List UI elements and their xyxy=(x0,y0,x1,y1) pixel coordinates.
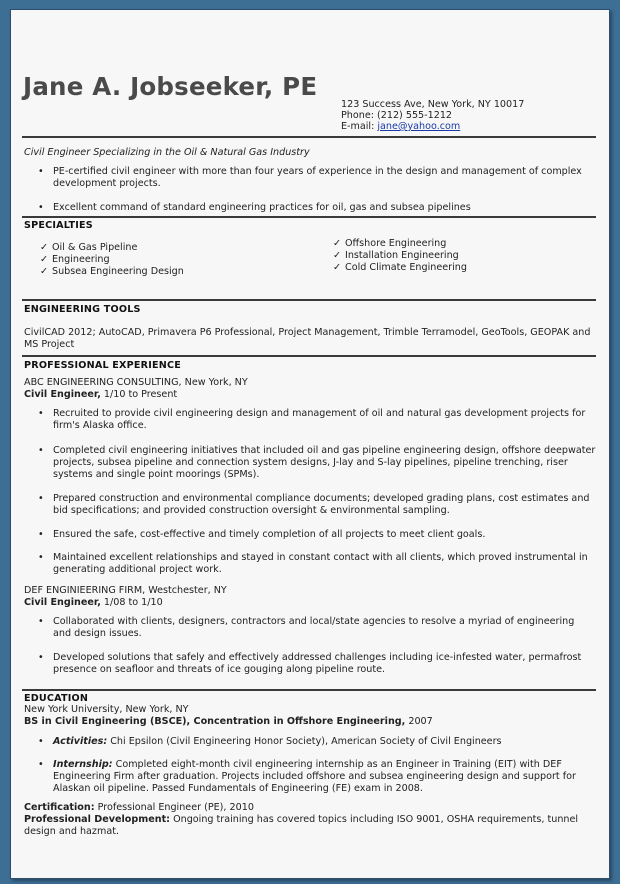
job-title-line xyxy=(24,389,177,401)
education-year: 2007 xyxy=(405,716,433,727)
specialty-item xyxy=(333,262,467,274)
job-dates: 1/10 to Present xyxy=(100,389,178,400)
bullet-text: Excellent command of standard engineering practices for oil, gas and subsea pipelines xyxy=(53,202,471,213)
job-bullet xyxy=(38,529,601,541)
bullet-line: Developed solutions that safely and effectively addressed challenges including ice-infested water, permafrost xyxy=(53,652,582,663)
certification-label: Certification: xyxy=(24,802,95,813)
education-degree: BS in Civil Engineering (BSCE), Concentration in Offshore Engineering, xyxy=(24,716,406,727)
contact-phone: Phone: (212) 555-1212 xyxy=(341,110,453,121)
bullet-icon: • xyxy=(38,202,44,213)
job-bullet xyxy=(38,652,601,676)
bullet-line: generating additional project work. xyxy=(53,564,222,576)
bullet-line: Ensured the safe, cost-effective and timely completion of all projects to meet client goals. xyxy=(53,529,486,540)
bullet-line: projects, subsea pipeline and connection system designs, J-lay and S-lay pipelines, pipeline trenching, riser xyxy=(53,457,568,469)
bullet-icon: • xyxy=(38,552,44,563)
bullet-line: Prepared construction and environmental compliance documents; developed grading plans, cost estimates and xyxy=(53,493,590,504)
development-line: design and hazmat. xyxy=(24,826,120,837)
bullet-icon: • xyxy=(38,736,44,747)
tools-heading: ENGINEERING TOOLS xyxy=(24,304,141,315)
internship-text: Completed eight-month civil engineering internship as an Engineer in Training (EIT) with DEF xyxy=(112,759,562,770)
specialty-item xyxy=(40,242,137,254)
divider xyxy=(22,216,596,218)
contact-email-line xyxy=(341,121,460,133)
job-title: Civil Engineer, xyxy=(24,389,101,400)
bullet-line: Recruited to provide civil engineering design and management of oil and natural gas development projects for xyxy=(53,408,586,419)
email-label: E-mail: xyxy=(341,121,378,132)
job-bullet xyxy=(38,552,601,576)
bullet-line: Collaborated with clients, designers, contractors and local/state agencies to resolve a myriad of engineering xyxy=(53,616,575,627)
bullet-icon: • xyxy=(38,529,44,540)
job-company: DEF ENGINIEERING FIRM, Westchester, NY xyxy=(24,585,227,596)
internship-label: Internship: xyxy=(53,759,113,770)
job-dates: 1/08 to 1/10 xyxy=(100,597,163,608)
bullet-line: systems and single point moorings (SPMs). xyxy=(53,469,260,481)
bullet-text: PE-certified civil engineer with more than four years of experience in the design and management of complex development projects. xyxy=(53,166,582,190)
candidate-name: Jane A. Jobseeker, PE xyxy=(23,72,318,101)
summary-headline: Civil Engineer Specializing in the Oil & Natural Gas Industry xyxy=(24,147,310,158)
check-icon: ✓ xyxy=(333,238,342,249)
check-icon: ✓ xyxy=(40,254,49,265)
internship-line: Alaskan oil pipeline. Passed Fundamentals of Engineering (FE) exam in 2008. xyxy=(53,783,423,795)
specialty-item xyxy=(333,250,459,262)
development-line xyxy=(24,814,578,826)
bullet-icon: • xyxy=(38,166,44,177)
specialty-item xyxy=(40,266,184,278)
check-icon: ✓ xyxy=(333,262,342,273)
internship-line xyxy=(53,759,601,771)
resume-document xyxy=(10,9,610,879)
education-school: New York University, New York, NY xyxy=(24,704,189,715)
divider xyxy=(22,136,596,138)
experience-heading: PROFESSIONAL EXPERIENCE xyxy=(24,360,181,371)
specialty-label: Installation Engineering xyxy=(345,250,459,261)
contact-address: 123 Success Ave, New York, NY 10017 xyxy=(341,99,525,110)
divider xyxy=(22,355,596,357)
education-bullet xyxy=(38,759,601,796)
bullet-line: Completed civil engineering initiatives that included oil and gas pipeline engineering design, offshore deepwater xyxy=(53,445,596,456)
bullet-icon: • xyxy=(38,616,44,627)
certification-line xyxy=(24,802,254,814)
specialty-label: Cold Climate Engineering xyxy=(345,262,467,273)
specialty-label: Engineering xyxy=(52,254,110,265)
specialty-item xyxy=(333,238,446,250)
specialty-item xyxy=(40,254,110,266)
activities-label: Activities: xyxy=(53,736,108,747)
education-heading: EDUCATION xyxy=(24,693,89,704)
tools-line: MS Project xyxy=(24,339,75,350)
specialties-heading: SPECIALTIES xyxy=(24,220,93,231)
bullet-line: Maintained excellent relationships and stayed in constant contact with all clients, which proved instrumental in xyxy=(53,552,588,563)
bullet-icon: • xyxy=(38,493,44,504)
job-title-line xyxy=(24,597,163,609)
divider xyxy=(22,299,596,301)
check-icon: ✓ xyxy=(333,250,342,261)
job-company: ABC ENGINEERING CONSULTING, New York, NY xyxy=(24,377,248,388)
bullet-icon: • xyxy=(38,652,44,663)
job-bullet xyxy=(38,445,601,482)
job-bullet xyxy=(38,616,601,640)
bullet-line: bid specifications; and provided construction oversight & environmental sampling. xyxy=(53,505,450,517)
check-icon: ✓ xyxy=(40,242,49,253)
check-icon: ✓ xyxy=(40,266,49,277)
job-bullet xyxy=(38,408,601,432)
summary-bullet xyxy=(38,166,601,190)
bullet-line: and design issues. xyxy=(53,628,142,640)
education-degree-line xyxy=(24,716,433,728)
specialty-label: Oil & Gas Pipeline xyxy=(52,242,138,253)
internship-line: Engineering Firm after graduation. Projects included offshore and subsea engineering design and support for xyxy=(53,771,576,783)
email-link[interactable]: jane@yahoo.com xyxy=(377,121,461,132)
specialty-label: Offshore Engineering xyxy=(345,238,447,249)
summary-bullet xyxy=(38,202,601,214)
tools-line: CivilCAD 2012; AutoCAD, Primavera P6 Professional, Project Management, Trimble Terramodel, GeoTools, GEOPAK and xyxy=(24,327,591,338)
development-label: Professional Development: xyxy=(24,814,171,825)
bullet-icon: • xyxy=(38,759,44,770)
bullet-icon: • xyxy=(38,408,44,419)
bullet-line: firm's Alaska office. xyxy=(53,420,147,432)
education-bullet xyxy=(38,736,601,748)
job-title: Civil Engineer, xyxy=(24,597,101,608)
bullet-line: presence on seafloor and threats of ice gouging along pipeline route. xyxy=(53,664,386,676)
job-bullet xyxy=(38,493,601,517)
development-text: Ongoing training has covered topics including ISO 9001, OSHA requirements, tunnel xyxy=(170,814,579,825)
activities-text: Chi Epsilon (Civil Engineering Honor Society), American Society of Civil Engineers xyxy=(107,736,502,747)
divider xyxy=(22,689,596,691)
bullet-icon: • xyxy=(38,445,44,456)
specialty-label: Subsea Engineering Design xyxy=(52,266,184,277)
certification-text: Professional Engineer (PE), 2010 xyxy=(94,802,254,813)
